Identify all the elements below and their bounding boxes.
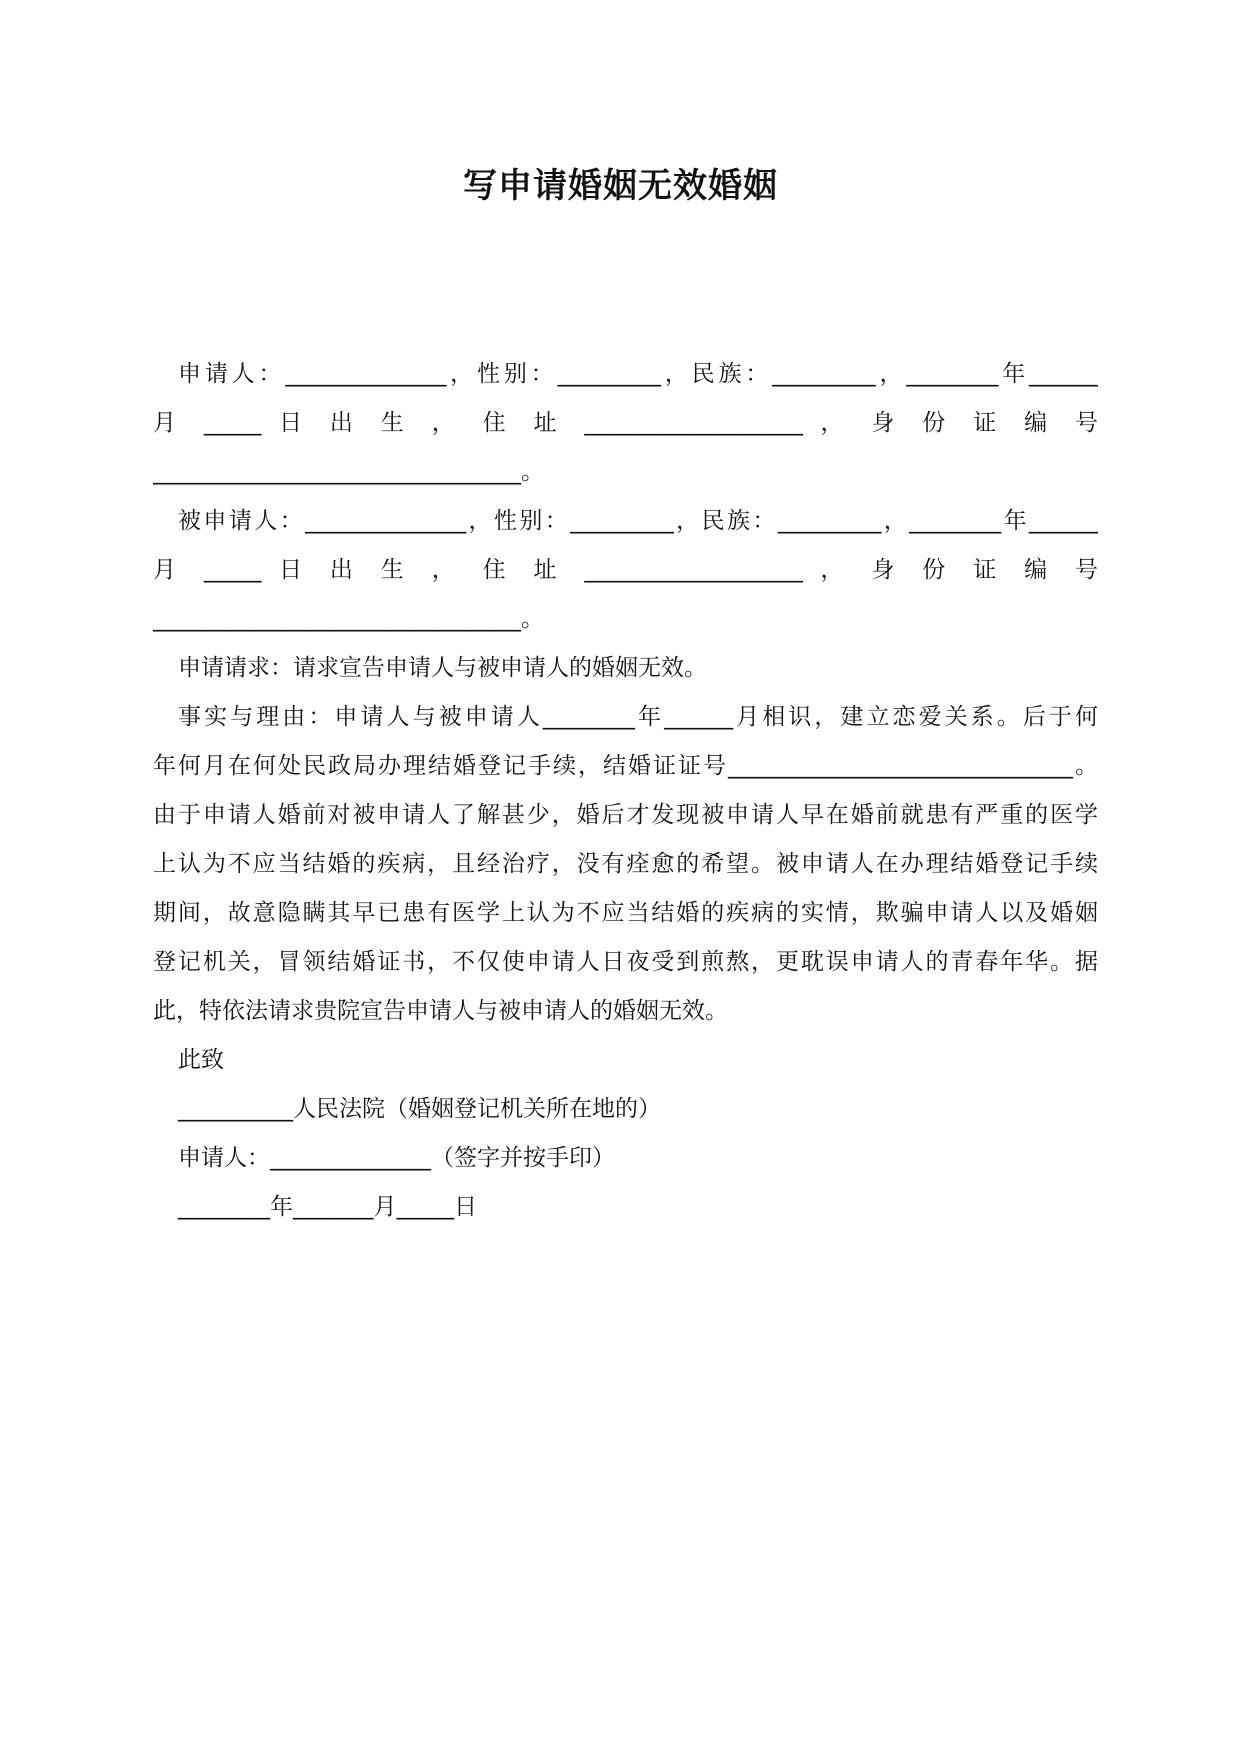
facts-line-1: 事实与理由：申请人与被申请人________年______月相识，建立恋爱关系。后于何	[178, 704, 1098, 730]
court-addressee-line: __________人民法院（婚姻登记机关所在地的）	[178, 1096, 661, 1122]
respondent-info-line-2: 月 _____ 日 出 生 ， 住 址 ___________________ ， 身 份 证 编 号	[153, 557, 1098, 583]
applicant-info-line-2: 月 _____ 日 出 生 ， 住 址 ___________________ ， 身 份 证 编 号	[153, 410, 1098, 436]
facts-line-6: 登记机关，冒领结婚证书，不仅使申请人日夜受到煎熬，更耽误申请人的青春年华。据	[153, 949, 1098, 975]
facts-line-5: 期间，故意隐瞒其早已患有医学上认为不应当结婚的疾病的实情，欺骗申请人以及婚姻	[153, 900, 1098, 926]
date-line: ________年_______月_____日	[178, 1194, 477, 1220]
closing-salutation: 此致	[178, 1047, 224, 1073]
document-title: 写申请婚姻无效婚姻	[463, 166, 778, 206]
applicant-info-line-3: ________________________________。	[153, 459, 544, 485]
facts-line-3: 由于申请人婚前对被申请人了解甚少，婚后才发现被申请人早在婚前就患有严重的医学	[153, 802, 1098, 828]
request-line: 申请请求：请求宣告申请人与被申请人的婚姻无效。	[178, 655, 707, 681]
respondent-info-line-3: ________________________________。	[153, 606, 544, 632]
facts-line-2: 年何月在何处民政局办理结婚登记手续，结婚证证号______________________________。	[153, 753, 1098, 779]
respondent-info-line-1: 被申请人：______________，性别：_________，民族：_________，________年______	[178, 508, 1098, 534]
facts-line-4: 上认为不应当结婚的疾病，且经治疗，没有痊愈的希望。被申请人在办理结婚登记手续	[153, 851, 1098, 877]
applicant-info-line-1: 申请人：______________，性别：_________，民族：_________，________年______	[178, 361, 1098, 387]
signature-line: 申请人：______________（签字并按手印）	[178, 1145, 615, 1171]
facts-line-7: 此，特依法请求贵院宣告申请人与被申请人的婚姻无效。	[153, 998, 728, 1024]
document-body	[153, 350, 1098, 1232]
